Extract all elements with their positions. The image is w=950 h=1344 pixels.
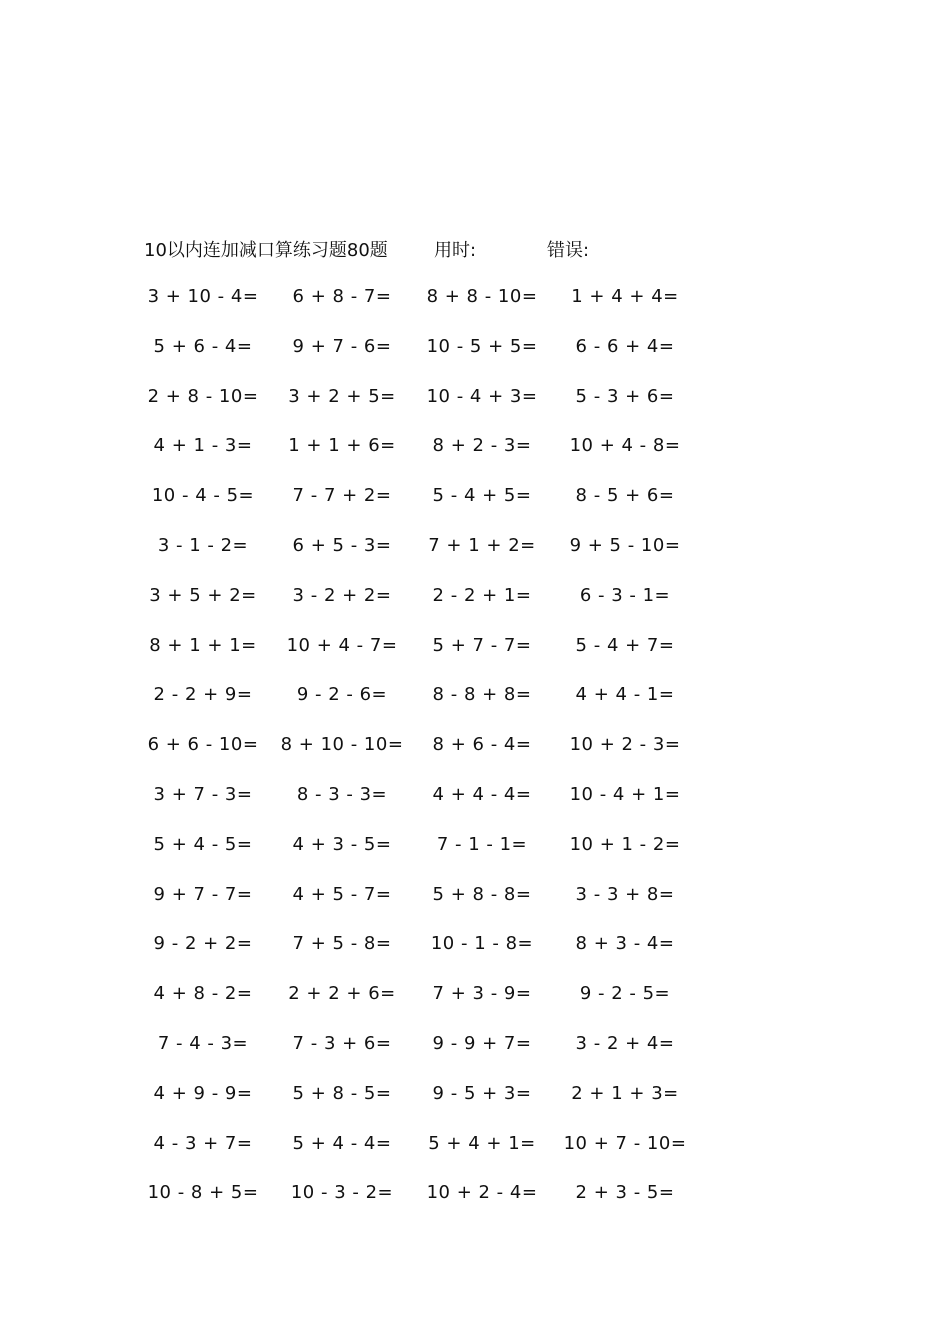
- problem-row: [0, 679, 950, 729]
- math-problem: 5 + 4 - 4=: [292, 1132, 392, 1154]
- problem-row: [0, 480, 950, 530]
- math-problem: 9 - 2 - 5=: [579, 983, 671, 1005]
- problem-row: [0, 729, 950, 779]
- problem-row: [0, 281, 950, 331]
- math-problem: 6 + 6 - 10=: [147, 734, 259, 756]
- math-problem: 5 + 7 - 7=: [432, 634, 532, 656]
- time-used-label: 用时:: [434, 240, 477, 261]
- problem-row: [0, 1028, 950, 1078]
- math-problem: 10 - 8 + 5=: [147, 1182, 259, 1204]
- math-problem: 8 - 5 + 6=: [575, 485, 675, 507]
- math-problem: 4 + 4 - 4=: [432, 783, 532, 805]
- math-problem: 4 - 3 + 7=: [153, 1132, 253, 1154]
- math-problem: 7 - 1 - 1=: [436, 833, 528, 855]
- math-problem: 9 - 2 + 2=: [153, 933, 253, 955]
- math-problem: 2 - 2 + 1=: [432, 584, 532, 606]
- math-problem: 9 - 5 + 3=: [432, 1082, 532, 1104]
- math-problem: 5 + 4 - 5=: [153, 833, 253, 855]
- problem-row: [0, 829, 950, 879]
- math-problem: 10 - 5 + 5=: [426, 335, 538, 357]
- problem-row: [0, 580, 950, 630]
- math-problem: 5 + 8 - 5=: [292, 1082, 392, 1104]
- math-problem: 8 + 6 - 4=: [432, 734, 532, 756]
- math-problem: 3 + 5 + 2=: [149, 584, 257, 606]
- math-problem: 10 - 4 - 5=: [151, 485, 255, 507]
- math-problem: 10 - 4 + 3=: [426, 385, 538, 407]
- math-problem: 10 + 2 - 3=: [569, 734, 681, 756]
- problem-row: [0, 630, 950, 680]
- math-problem: 3 - 2 + 4=: [575, 1032, 675, 1054]
- math-problem: 10 + 4 - 7=: [286, 634, 398, 656]
- math-problem: 8 + 1 + 1=: [149, 634, 257, 656]
- math-problem: 9 + 7 - 7=: [153, 883, 253, 905]
- problem-row: [0, 879, 950, 929]
- math-problem: 5 - 4 + 7=: [575, 634, 675, 656]
- math-problem: 2 + 2 + 6=: [288, 983, 396, 1005]
- math-problem: 10 + 7 - 10=: [563, 1132, 687, 1154]
- worksheet-title: 10以内连加减口算练习题80题: [144, 240, 388, 261]
- math-problem: 7 + 1 + 2=: [428, 534, 536, 556]
- math-problem: 4 + 3 - 5=: [292, 833, 392, 855]
- math-problem: 6 - 6 + 4=: [575, 335, 675, 357]
- math-problem: 4 + 8 - 2=: [153, 983, 253, 1005]
- math-problem: 3 - 1 - 2=: [157, 534, 249, 556]
- math-problem: 10 - 4 + 1=: [569, 783, 681, 805]
- math-problem: 6 + 5 - 3=: [292, 534, 392, 556]
- problem-row: [0, 381, 950, 431]
- math-problem: 2 - 2 + 9=: [153, 684, 253, 706]
- math-problem: 1 + 1 + 6=: [288, 435, 396, 457]
- math-problem: 6 + 8 - 7=: [292, 286, 392, 307]
- math-problem: 8 + 8 - 10=: [426, 286, 538, 307]
- math-problem: 8 - 3 - 3=: [296, 783, 388, 805]
- math-problem: 8 + 3 - 4=: [575, 933, 675, 955]
- problem-row: [0, 530, 950, 580]
- math-problem: 2 + 8 - 10=: [147, 385, 259, 407]
- math-problem: 5 + 4 + 1=: [428, 1132, 536, 1154]
- problem-row: [0, 978, 950, 1028]
- math-problem: 7 - 4 - 3=: [157, 1032, 249, 1054]
- errors-label: 错误:: [547, 240, 590, 261]
- math-problem: 8 - 8 + 8=: [432, 684, 532, 706]
- math-problem: 10 - 1 - 8=: [430, 933, 534, 955]
- problem-row: [0, 430, 950, 480]
- worksheet-header: [0, 236, 950, 264]
- math-problem: 10 + 2 - 4=: [426, 1182, 538, 1204]
- math-problem: 8 + 10 - 10=: [280, 734, 404, 756]
- math-problem: 5 - 4 + 5=: [432, 485, 532, 507]
- problem-row: [0, 779, 950, 829]
- problem-row: [0, 928, 950, 978]
- math-problem: 3 + 7 - 3=: [153, 783, 253, 805]
- math-problem: 9 + 5 - 10=: [569, 534, 681, 556]
- math-problem: 10 + 4 - 8=: [569, 435, 681, 457]
- math-problem: 4 + 1 - 3=: [153, 435, 253, 457]
- math-problem: 7 - 3 + 6=: [292, 1032, 392, 1054]
- math-problem: 3 + 10 - 4=: [147, 286, 259, 307]
- math-problem: 4 + 9 - 9=: [153, 1082, 253, 1104]
- math-problem: 7 + 5 - 8=: [292, 933, 392, 955]
- problem-grid: [0, 281, 950, 1227]
- math-problem: 4 + 4 - 1=: [575, 684, 675, 706]
- math-problem: 1 + 4 + 4=: [571, 286, 679, 307]
- math-problem: 10 - 3 - 2=: [290, 1182, 394, 1204]
- problem-row: [0, 331, 950, 381]
- math-problem: 4 + 5 - 7=: [292, 883, 392, 905]
- math-problem: 5 + 6 - 4=: [153, 335, 253, 357]
- math-problem: 2 + 1 + 3=: [571, 1082, 679, 1104]
- math-problem: 5 - 3 + 6=: [575, 385, 675, 407]
- math-problem: 7 + 3 - 9=: [432, 983, 532, 1005]
- problem-row: [0, 1128, 950, 1178]
- math-problem: 7 - 7 + 2=: [292, 485, 392, 507]
- math-problem: 2 + 3 - 5=: [575, 1182, 675, 1204]
- math-problem: 9 + 7 - 6=: [292, 335, 392, 357]
- math-problem: 6 - 3 - 1=: [579, 584, 671, 606]
- math-problem: 5 + 8 - 8=: [432, 883, 532, 905]
- problem-row: [0, 1177, 950, 1227]
- math-problem: 3 + 2 + 5=: [288, 385, 396, 407]
- math-problem: 9 - 9 + 7=: [432, 1032, 532, 1054]
- math-problem: 8 + 2 - 3=: [432, 435, 532, 457]
- problem-row: [0, 1078, 950, 1128]
- math-problem: 9 - 2 - 6=: [296, 684, 388, 706]
- math-problem: 3 - 2 + 2=: [292, 584, 392, 606]
- math-problem: 10 + 1 - 2=: [569, 833, 681, 855]
- math-problem: 3 - 3 + 8=: [575, 883, 675, 905]
